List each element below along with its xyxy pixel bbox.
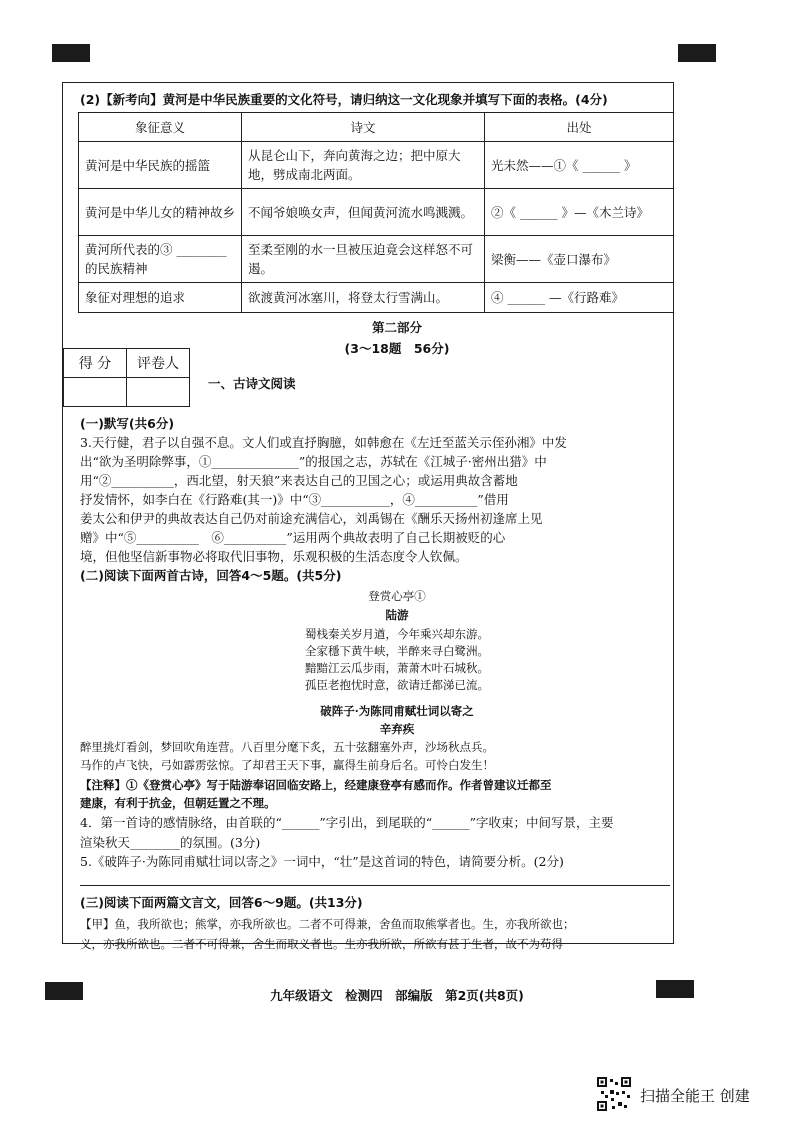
poem1-line: 孤臣老抱忧时意，欲请迁都涕已流。 xyxy=(305,678,489,692)
score-cell[interactable] xyxy=(64,378,127,407)
table-header: 诗文 xyxy=(242,113,485,142)
poem1-author: 陆游 xyxy=(385,608,409,622)
qr-code-icon xyxy=(596,1076,632,1112)
table-header: 象征意义 xyxy=(79,113,242,142)
sub2-title: (二)阅读下面两首古诗，回答4～5题。(共5分) xyxy=(80,568,342,583)
q3-line: 3.天行健，君子以自强不息。文人们或直抒胸臆，如韩愈在《左迁至蓝关示侄孙湘》中发 xyxy=(80,435,567,450)
table-cell: ④ ______ —《行路难》 xyxy=(485,283,674,313)
note-line: 建康，有利于抗金，但朝廷置之不理。 xyxy=(80,796,276,810)
grader-label: 评卷人 xyxy=(127,349,190,378)
table-cell: 象征对理想的追求 xyxy=(79,283,242,313)
q4-line: 4．第一首诗的感情脉络，由首联的“______”字引出，到尾联的“______”字收束；中间写景，主要 xyxy=(80,815,614,830)
table-cell: 梁衡——《壶口瀑布》 xyxy=(485,236,674,283)
table-cell: 黄河所代表的③ ________的民族精神 xyxy=(79,236,242,283)
poem2-author: 辛弃疾 xyxy=(379,722,415,736)
scanner-watermark: 扫描全能王 创建 xyxy=(640,1087,750,1105)
poem1-title: 登赏心亭① xyxy=(368,589,426,603)
sub1-title: (一)默写(共6分) xyxy=(80,416,175,431)
poem2-line: 醉里挑灯看剑，梦回吹角连营。八百里分麾下炙，五十弦翻塞外声，沙场秋点兵。 xyxy=(80,740,494,754)
grader-cell[interactable] xyxy=(127,378,190,407)
table-cell: 至柔至刚的水一旦被压迫竟会这样怒不可遏。 xyxy=(242,236,485,283)
score-box xyxy=(63,348,190,407)
q3-line: 境，但他坚信新事物必将取代旧事物，乐观积极的生活态度令人钦佩。 xyxy=(80,549,468,564)
huanghe-table xyxy=(78,112,674,313)
q3-line: 出“欲为圣明除弊事，①______________”的报国之志，苏轼在《江城子·密州出猎》中 xyxy=(80,454,547,469)
poem1-line: 全家穩下黄牛峡，半醉来寻白鹭洲。 xyxy=(305,644,489,658)
registration-mark-top-left xyxy=(52,44,90,62)
q5-line: 5.《破阵子·为陈同甫赋壮词以寄之》一词中，“壮”是这首词的特色，请简要分析。(2分) xyxy=(80,854,564,869)
table-cell: 光未然——①《 ______ 》 xyxy=(485,142,674,189)
poem1-line: 蜀栈秦关岁月遒，今年乘兴却东游。 xyxy=(305,627,489,641)
q2-heading: (2)【新考向】黄河是中华民族重要的文化符号，请归纳这一文化现象并填写下面的表格。(4分) xyxy=(80,92,608,107)
score-label: 得 分 xyxy=(64,349,127,378)
table-cell: 黄河是中华儿女的精神故乡 xyxy=(79,189,242,236)
page-footer: 九年级语文 检测四 部编版 第2页(共8页) xyxy=(270,988,524,1003)
jia-line: 【甲】鱼，我所欲也；熊掌，亦我所欲也。二者不可得兼，舍鱼而取熊掌者也。生，亦我所欲也； xyxy=(80,917,575,931)
q3-line: 姜太公和伊尹的典故表达自己仍对前途充满信心，刘禹锡在《酬乐天扬州初逢席上见 xyxy=(80,511,543,526)
part2-subtitle: (3～18题 56分) xyxy=(344,341,450,356)
q3-line: 赠》中“⑤__________ ⑥__________”运用两个典故表明了自己长期被贬的心 xyxy=(80,530,506,545)
q4-line: 渲染秋天________的氛围。(3分) xyxy=(80,835,261,850)
section1-title: 一、古诗文阅读 xyxy=(208,376,296,391)
note-line: 【注释】①《登赏心亭》写于陆游奉诏回临安路上，经建康登亭有感而作。作者曾建议迁都至 xyxy=(80,778,552,792)
table-cell: 黄河是中华民族的摇篮 xyxy=(79,142,242,189)
poem1-line: 黯黯江云瓜步雨，萧萧木叶石城秋。 xyxy=(305,661,489,675)
registration-mark-top-right xyxy=(678,44,716,62)
sub3-title: (三)阅读下面两篇文言文，回答6～9题。(共13分) xyxy=(80,895,363,910)
table-cell: 欲渡黄河冰塞川，将登太行雪满山。 xyxy=(242,283,485,313)
table-header: 出处 xyxy=(485,113,674,142)
jia-line: 义，亦我所欲也。二者不可得兼，舍生而取义者也。生亦我所欲，所欲有甚于生者，故不为苟得 xyxy=(80,937,563,951)
table-cell: 从昆仑山下，奔向黄海之边；把中原大地，劈成南北两面。 xyxy=(242,142,485,189)
poem2-line: 马作的卢飞快，弓如霹雳弦惊。了却君王天下事，赢得生前身后名。可怜白发生！ xyxy=(80,758,494,772)
answer-line[interactable] xyxy=(80,885,670,886)
q3-line: 用“②__________，西北望，射天狼”来表达自己的卫国之心；或运用典故含蓄地 xyxy=(80,473,518,488)
poem2-title: 破阵子·为陈同甫赋壮词以寄之 xyxy=(320,704,474,718)
table-cell: 不闻爷娘唤女声，但闻黄河流水鸣溅溅。 xyxy=(242,189,485,236)
part2-title: 第二部分 xyxy=(371,320,422,335)
q3-line: 抒发情怀，如李白在《行路难(其一)》中“③___________，④__________”借用 xyxy=(80,492,509,507)
table-cell: ②《 ______ 》—《木兰诗》 xyxy=(485,189,674,236)
